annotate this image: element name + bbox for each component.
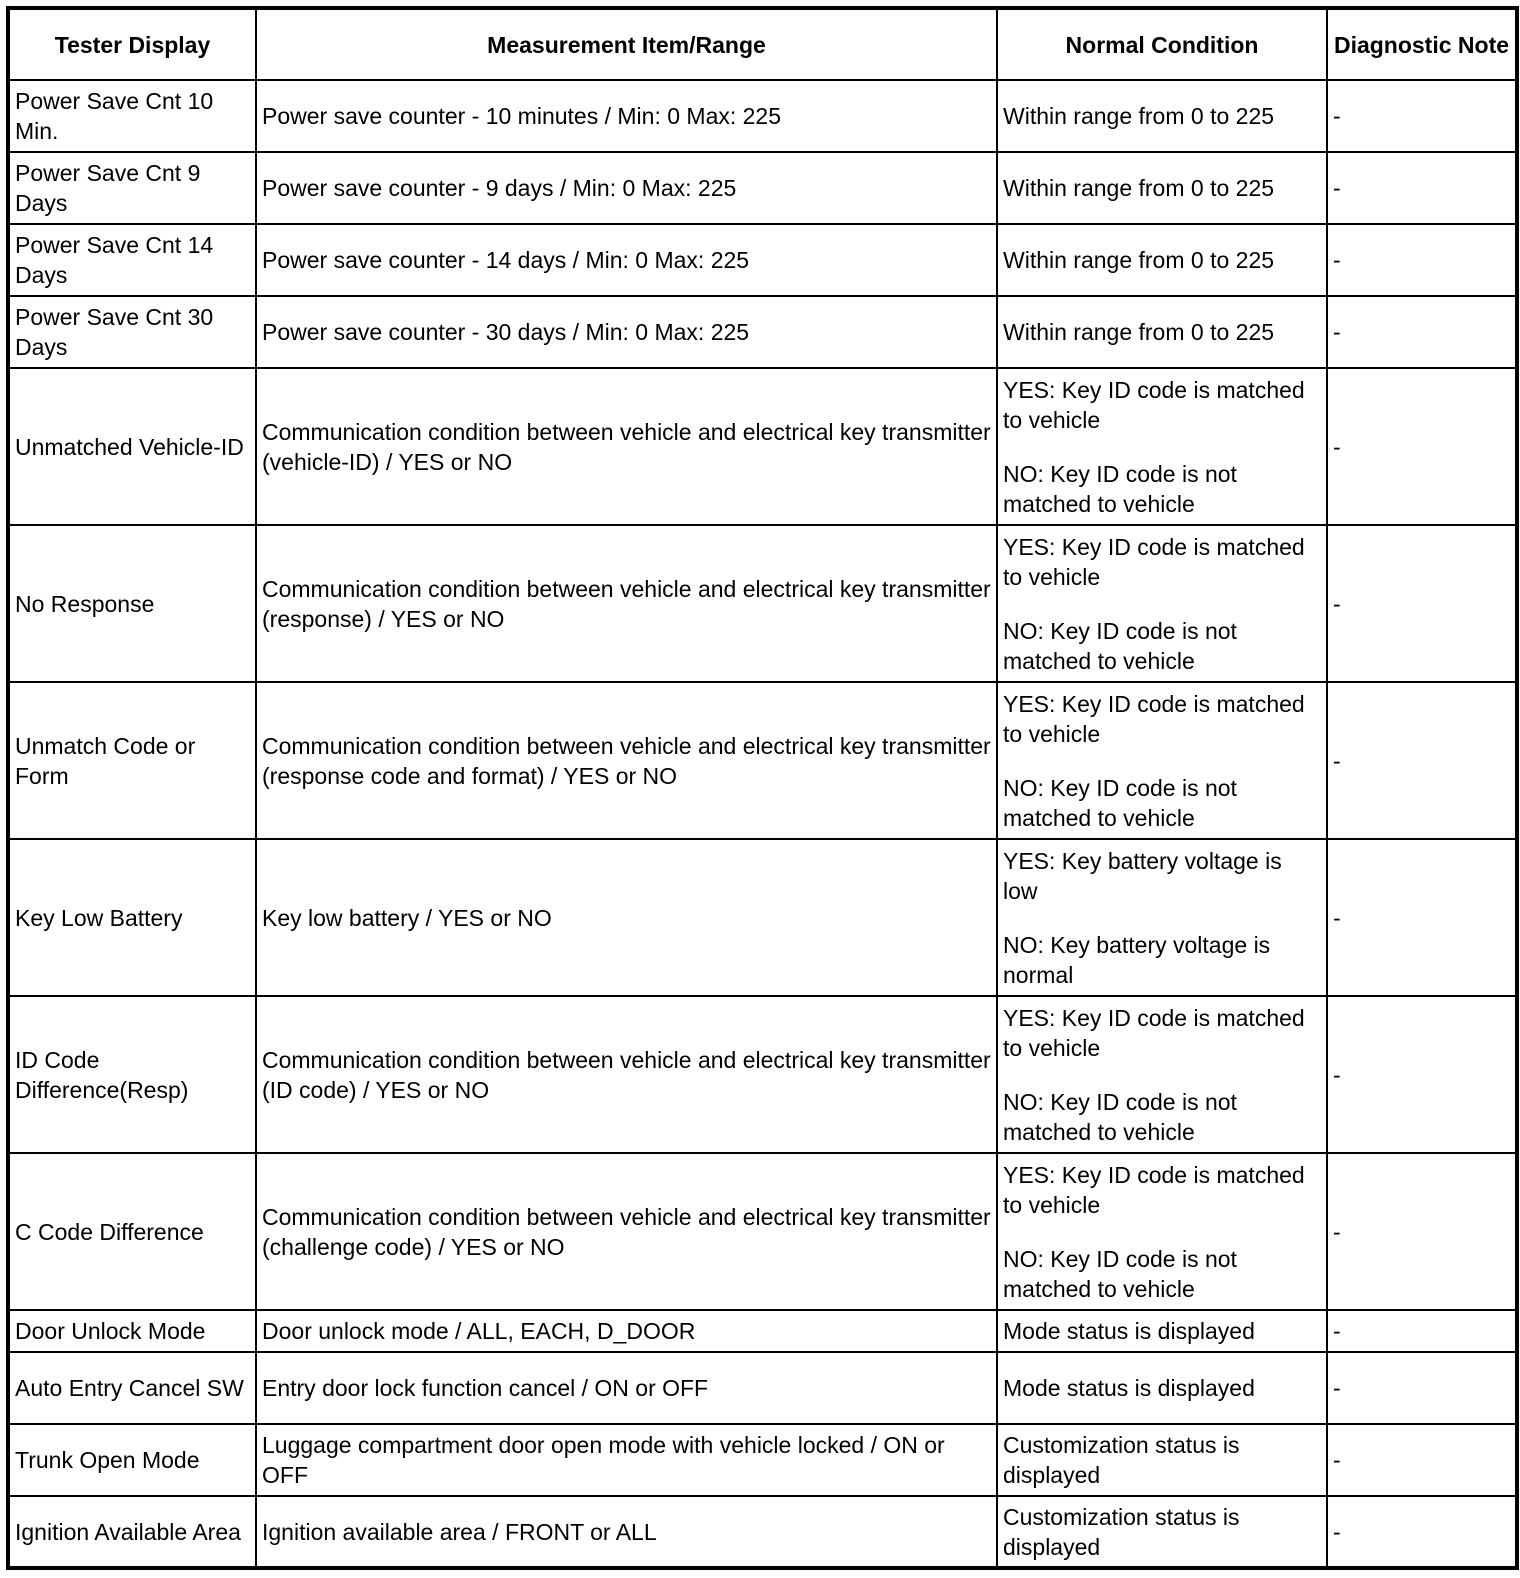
condition-yes: YES: Key ID code is matched to vehicle	[1003, 1004, 1305, 1061]
cell-measurement-item: Entry door lock function cancel / ON or OFF	[256, 1352, 997, 1424]
table-row	[8, 996, 1517, 1153]
table-row	[8, 1496, 1517, 1568]
cell-diagnostic-note: -	[1327, 296, 1517, 368]
cell-tester-display: Unmatch Code or Form	[8, 682, 256, 839]
cell-tester-display: Door Unlock Mode	[8, 1310, 256, 1352]
cell-normal-condition: Within range from 0 to 225	[997, 296, 1327, 368]
header-row	[8, 8, 1517, 80]
cell-diagnostic-note: -	[1327, 152, 1517, 224]
header-measurement-item: Measurement Item/Range	[256, 8, 997, 80]
cell-normal-condition: Mode status is displayed	[997, 1352, 1327, 1424]
table-row	[8, 1310, 1517, 1352]
table-row	[8, 224, 1517, 296]
table-row	[8, 1153, 1517, 1310]
condition-yes: YES: Key ID code is matched to vehicle	[1003, 690, 1305, 747]
cell-normal-condition	[997, 368, 1327, 525]
cell-measurement-item: Luggage compartment door open mode with vehicle locked / ON or OFF	[256, 1424, 997, 1496]
condition-yes: YES: Key ID code is matched to vehicle	[1003, 533, 1305, 590]
cell-normal-condition: Customization status is displayed	[997, 1496, 1327, 1568]
cell-diagnostic-note: -	[1327, 839, 1517, 996]
condition-no: NO: Key ID code is not matched to vehicle	[1003, 460, 1237, 517]
table-row	[8, 525, 1517, 682]
header-tester-display: Tester Display	[8, 8, 256, 80]
cell-tester-display: ID Code Difference(Resp)	[8, 996, 256, 1153]
cell-tester-display: C Code Difference	[8, 1153, 256, 1310]
cell-normal-condition: Within range from 0 to 225	[997, 80, 1327, 152]
cell-diagnostic-note: -	[1327, 368, 1517, 525]
cell-normal-condition: Customization status is displayed	[997, 1424, 1327, 1496]
cell-diagnostic-note: -	[1327, 80, 1517, 152]
cell-measurement-item: Communication condition between vehicle and electrical key transmitter (vehicle-ID) / YES or NO	[256, 368, 997, 525]
table-row	[8, 296, 1517, 368]
cell-measurement-item: Power save counter - 30 days / Min: 0 Max: 225	[256, 296, 997, 368]
cell-diagnostic-note: -	[1327, 1424, 1517, 1496]
cell-tester-display: Power Save Cnt 30 Days	[8, 296, 256, 368]
cell-measurement-item: Communication condition between vehicle and electrical key transmitter (challenge code) / YES or NO	[256, 1153, 997, 1310]
cell-normal-condition	[997, 525, 1327, 682]
cell-measurement-item: Power save counter - 10 minutes / Min: 0 Max: 225	[256, 80, 997, 152]
cell-diagnostic-note: -	[1327, 682, 1517, 839]
cell-diagnostic-note: -	[1327, 224, 1517, 296]
cell-measurement-item: Power save counter - 14 days / Min: 0 Max: 225	[256, 224, 997, 296]
data-monitor-table	[6, 6, 1519, 1570]
table-row	[8, 1424, 1517, 1496]
header-normal-condition: Normal Condition	[997, 8, 1327, 80]
cell-measurement-item: Ignition available area / FRONT or ALL	[256, 1496, 997, 1568]
cell-measurement-item: Communication condition between vehicle and electrical key transmitter (response code and format) / YES or NO	[256, 682, 997, 839]
cell-diagnostic-note: -	[1327, 525, 1517, 682]
condition-no: NO: Key ID code is not matched to vehicle	[1003, 617, 1237, 674]
cell-normal-condition	[997, 682, 1327, 839]
cell-measurement-item: Communication condition between vehicle and electrical key transmitter (response) / YES or NO	[256, 525, 997, 682]
condition-yes: YES: Key battery voltage is low	[1003, 847, 1282, 904]
cell-normal-condition: Mode status is displayed	[997, 1310, 1327, 1352]
cell-diagnostic-note: -	[1327, 1352, 1517, 1424]
cell-diagnostic-note: -	[1327, 1153, 1517, 1310]
condition-yes: YES: Key ID code is matched to vehicle	[1003, 1161, 1305, 1218]
cell-measurement-item: Door unlock mode / ALL, EACH, D_DOOR	[256, 1310, 997, 1352]
table-row	[8, 839, 1517, 996]
cell-normal-condition: Within range from 0 to 225	[997, 224, 1327, 296]
condition-yes: YES: Key ID code is matched to vehicle	[1003, 376, 1305, 433]
condition-no: NO: Key ID code is not matched to vehicle	[1003, 774, 1237, 831]
cell-tester-display: Unmatched Vehicle-ID	[8, 368, 256, 525]
table-row	[8, 152, 1517, 224]
cell-measurement-item: Power save counter - 9 days / Min: 0 Max: 225	[256, 152, 997, 224]
cell-normal-condition: Within range from 0 to 225	[997, 152, 1327, 224]
cell-tester-display: Ignition Available Area	[8, 1496, 256, 1568]
cell-tester-display: Auto Entry Cancel SW	[8, 1352, 256, 1424]
cell-normal-condition	[997, 1153, 1327, 1310]
header-diagnostic-note: Diagnostic Note	[1327, 8, 1517, 80]
table-row	[8, 368, 1517, 525]
cell-measurement-item: Communication condition between vehicle and electrical key transmitter (ID code) / YES or NO	[256, 996, 997, 1153]
cell-measurement-item: Key low battery / YES or NO	[256, 839, 997, 996]
cell-tester-display: Power Save Cnt 10 Min.	[8, 80, 256, 152]
condition-no: NO: Key ID code is not matched to vehicle	[1003, 1245, 1237, 1302]
cell-diagnostic-note: -	[1327, 1496, 1517, 1568]
table-row	[8, 80, 1517, 152]
condition-no: NO: Key ID code is not matched to vehicle	[1003, 1088, 1237, 1145]
cell-normal-condition	[997, 839, 1327, 996]
cell-diagnostic-note: -	[1327, 1310, 1517, 1352]
cell-diagnostic-note: -	[1327, 996, 1517, 1153]
cell-normal-condition	[997, 996, 1327, 1153]
cell-tester-display: Trunk Open Mode	[8, 1424, 256, 1496]
cell-tester-display: Power Save Cnt 9 Days	[8, 152, 256, 224]
table-row	[8, 682, 1517, 839]
table-row	[8, 1352, 1517, 1424]
cell-tester-display: No Response	[8, 525, 256, 682]
condition-no: NO: Key battery voltage is normal	[1003, 931, 1271, 988]
cell-tester-display: Key Low Battery	[8, 839, 256, 996]
cell-tester-display: Power Save Cnt 14 Days	[8, 224, 256, 296]
